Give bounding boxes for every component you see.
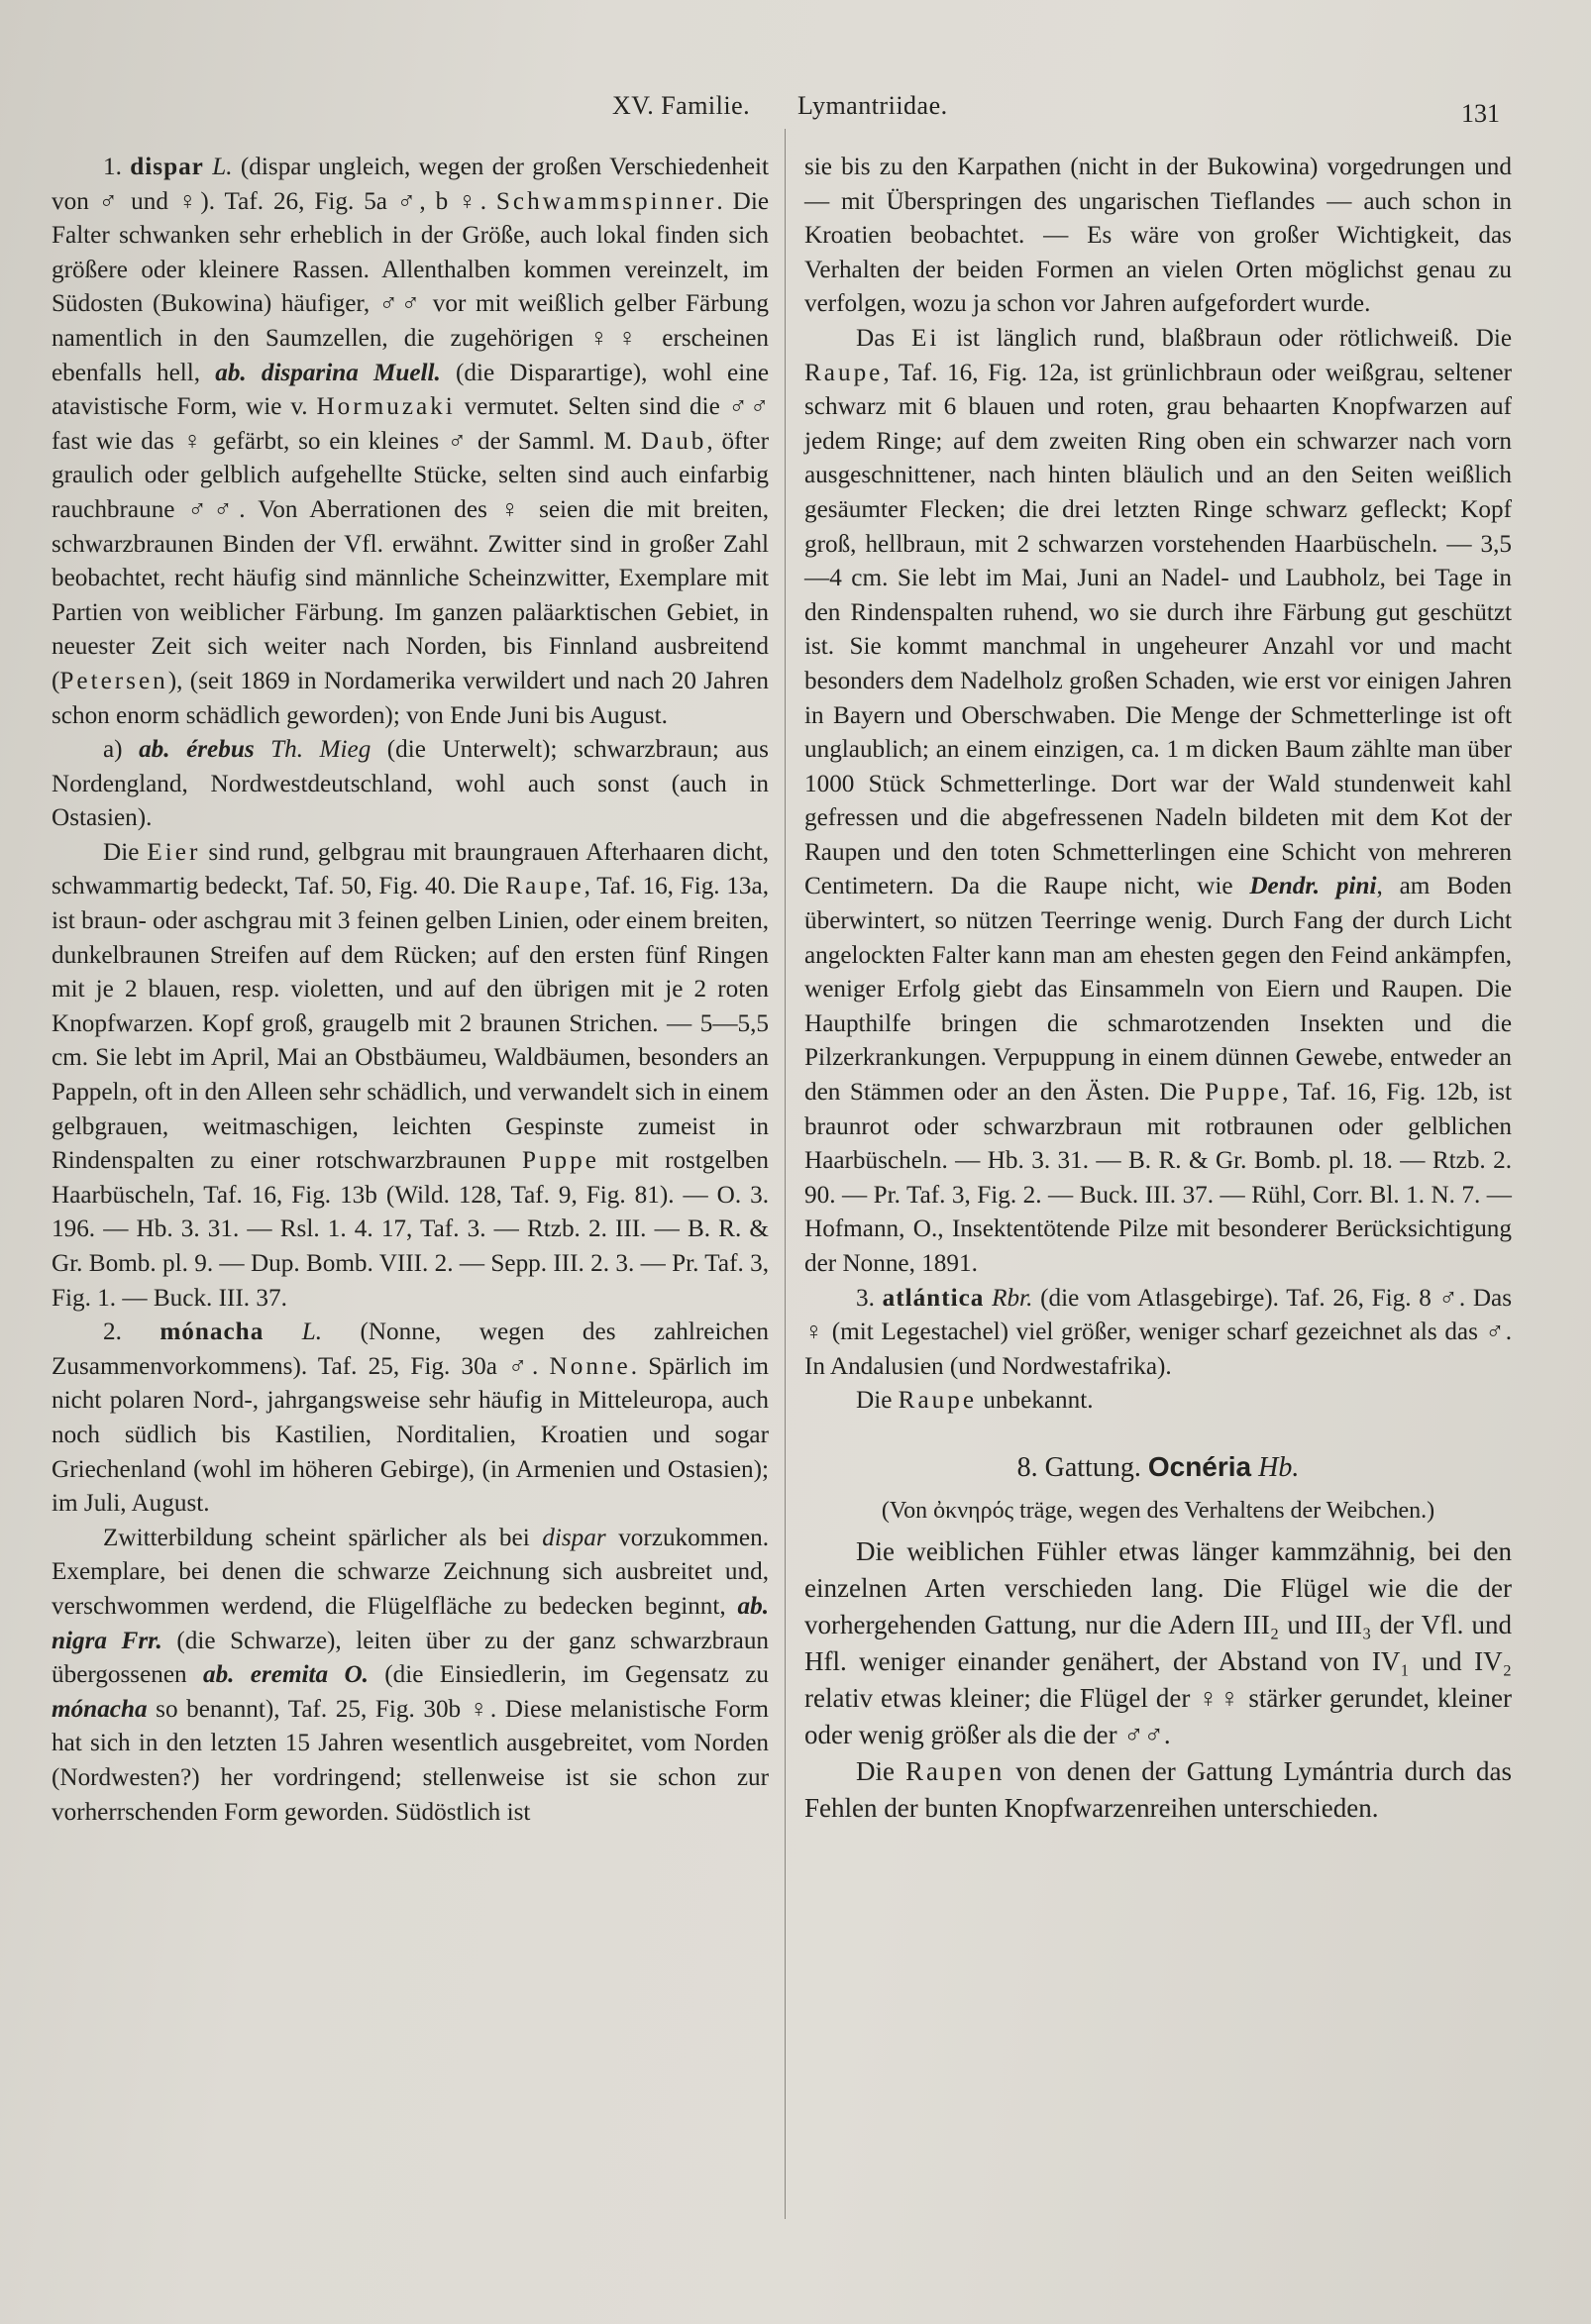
text-segment: , Taf. 16, Fig. 12a, ist grünlichbraun oder weißgrau, seltener schwarz mit 6 blauen und roten, grau behaarten Knopfwarzen auf jedem Ringe; auf dem zweiten Ring oben ein schwarzer nach vorn ausgeschnittener, nach hinten bläulich und an den Seiten weißlich gesäumter Flecken; die drei letzten Ringe schwarz gefleckt; Kopf groß, hellbraun, mit 2 schwarzen vorstehenden Haarbüscheln. — 3,5—4 cm. Sie lebt im Mai, Juni an Nadel- und Laubholz, bei Tage in den Rindenspalten ruhend, wo sie durch ihre Färbung gut geschützt ist. Sie kommt manchmal in ungeheurer Anzahl vor und macht besonders dem Nadelholz großen Schaden, wie erst vor einigen Jahren in Bayern und Oberschwaben. Die Menge der Schmetterlinge ist oft unglaublich; an einem einzigen, ca. 1 m dicken Baum zählte man über 1000 Stück Schmetterlinge. Dort war der Wald stundenweit kahl gefressen und die abgefressenen Nadeln bildeten mit dem Kot der Raupen und den toten Schmetterlingen eine Schicht von mehreren Centimetern. Da die Raupe nicht, wie: [804, 359, 1512, 900]
text-segment: sind rund, gelbgrau mit braungrauen Afterhaaren dicht, schwammartig bedeckt, Taf. 50, Fig. 40. Die: [52, 838, 770, 900]
text-segment: sie bis zu den Karpathen (nicht in der Bukowina) vorgedrungen und — mit Überspringen des ungarischen Tieflandes — auch schon in Kroatien beobachtet. — Es wäre von großer Wichtigkeit, das Verhalten der beiden Formen an vielen Orten möglichst genau zu verfolgen, wozu ja schon vor Jahren aufgefordert wurde.: [804, 154, 1512, 318]
text-segment: , Taf. 16, Fig. 13a, ist braun- oder aschgrau mit 3 feinen gelben Linien, oder einem breiten, dunkelbraunen Streifen auf dem Rücken; auf den ersten fünf Ringen mit je 2 blauen, resp. violetten, und auf den übrigen mit je 2 roten Knopfwarzen. Kopf groß, graugelb mit 2 braunen Strichen. — 5—5,5 cm. Sie lebt im April, Mai an Obstbäumeu, Waldbäumen, besonders an Pappeln, oft in den Alleen sehr schädlich, und verwandelt sich in einem gelbgrauen, weitmaschigen, leichten Gespinste zumeist in Rindenspalten zu einer rotschwarzbraunen: [52, 873, 769, 1175]
header-family-name: Lymantriidae.: [797, 91, 948, 120]
header-family: XV. Familie.: [612, 91, 751, 120]
paragraph: [804, 1282, 1512, 1385]
paragraph: [52, 836, 769, 1316]
text-segment: Petersen: [59, 667, 168, 694]
text-segment: ab. eremita O.: [202, 1661, 369, 1689]
genus-heading: [804, 1450, 1512, 1486]
text-segment: , Taf. 16, Fig. 12b, ist braunrot oder schwarzbraun mit rotbraunen oder gelblichen Haarbüscheln. — Hb. 3. 31. — B. R. & Gr. Bomb. pl. 18. — Rtzb. 2. 90. — Pr. Taf. 3, Fig. 2. — Buck. III. 37. — Rühl, Corr. Bl. 1. N. 7. — Hofmann, O., Insektentötende Pilze mit besonderer Berücksichtigung der Nonne, 1891.: [804, 1079, 1512, 1277]
text-segment: (die Schwarze), leiten über zu der ganz schwarzbraun übergossenen: [52, 1627, 770, 1689]
text-segment: ab. disparina Muell.: [215, 359, 441, 386]
text-segment: Die: [856, 1756, 905, 1787]
text-segment: von denen der Gattung Lymántria durch das Fehlen der bunten Knopfwarzenreihen unterschieden.: [804, 1756, 1512, 1824]
text-segment: Hormuzaki: [316, 393, 456, 421]
text-segment: Zwitterbildung scheint spärlicher als bei: [103, 1524, 543, 1551]
text-segment: Raupe: [505, 873, 584, 900]
text-segment: ), (seit 1869 in Nordamerika verwildert und nach 20 Jahren schon enorm schädlich geworden); von Ende Juni bis August.: [52, 667, 769, 729]
text-segment: vorzukommen. Exemplare, bei denen die schwarze Zeichnung sich ausbreitet und, verschwommen werdend, die Flügelfläche zu bedecken beginnt,: [52, 1524, 769, 1620]
right-column: [804, 151, 1512, 1827]
text-segment: Das: [856, 324, 911, 352]
column-divider: [785, 129, 786, 2219]
text-segment: [984, 1285, 992, 1312]
text-segment: atlántica: [882, 1284, 985, 1312]
genus-prefix: 8. Gattung.: [1016, 1451, 1141, 1483]
genus-etymology: (Von ὀκνηρός träge, wegen des Verhaltens der Weibchen.): [881, 1497, 1435, 1524]
paragraph: [52, 1316, 769, 1522]
left-column: [52, 151, 769, 1830]
text-segment: Nonne: [549, 1352, 631, 1380]
text-segment: (die Disparartige), wohl eine atavistische Form, wie v.: [52, 359, 770, 421]
text-segment: , am Boden überwintert, so nützen Teerringe wenig. Durch Fang der durch Licht angelockten Falter kann man am ehesten gegen den Feind ankämpfen, weniger Erfolg giebt das Einsammeln von Eiern und Raupen. Die Haupthilfe bringen die schmarotzenden Insekten und die Pilzerkrankungen. Verpuppung in einem dünnen Gewebe, entweder an den Stämmen oder an den Ästen. Die: [804, 873, 1512, 1107]
text-segment: Daub: [640, 427, 707, 455]
text-segment: vermutet. Selten sind die ♂♂ fast wie das ♀ gefärbt, so ein kleines ♂ der Samml. M.: [52, 393, 769, 455]
text-segment: Die: [103, 838, 148, 866]
text-segment: Ei: [910, 324, 940, 352]
genus-description: [804, 1533, 1512, 1827]
text-segment: mit rostgelben Haarbüscheln, Taf. 16, Fig. 13b (Wild. 128, Taf. 9, Fig. 81). — O. 3. 196. — Hb. 3. 31. — Rsl. 1. 4. 17, Taf. 3. — Rtzb. 2. III. — B. R. & Gr. Bomb. pl. 9. — Dup. Bomb. VIII. 2. — Sepp. III. 2. 3. — Pr. Taf. 3, Fig. 1. — Buck. III. 37.: [52, 1147, 769, 1312]
genus-name: Ocnéria: [1147, 1450, 1252, 1482]
text-segment: (die Einsiedlerin, im Gegensatz zu: [368, 1661, 769, 1689]
text-segment: dispar: [542, 1524, 606, 1551]
text-segment: Raupe: [804, 359, 884, 386]
genus-author: Hb.: [1258, 1451, 1300, 1483]
text-segment: [204, 154, 212, 180]
text-segment: Raupen: [904, 1756, 1006, 1787]
text-segment: (Nonne, wegen des zahlreichen Zusammenvorkommens). Taf. 25, Fig. 30a ♂.: [52, 1319, 769, 1380]
text-segment: a): [103, 736, 140, 764]
text-segment: [255, 736, 271, 763]
text-segment: Schwammspinner: [495, 187, 717, 215]
text-segment: Puppe: [521, 1147, 599, 1175]
running-header: [0, 91, 1591, 131]
text-segment: Die weiblichen Fühler etwas länger kammzähnig, bei den einzelnen Arten verschieden lang. Die Flügel wie die der vorhergehenden Gattung, nur die Adern III₂ und III₃ der Vfl. und Hfl. weniger einander genähert, der Abstand von IV₁ und IV₂ relativ etwas kleiner; die Flügel der ♀♀ stärker gerundet, kleiner oder wenig größer als die der ♂♂.: [804, 1536, 1512, 1750]
text-segment: Th. Mieg: [270, 736, 371, 764]
text-segment: . Die Falter schwanken sehr erheblich in der Größe, auch lokal finden sich größere oder kleinere Rassen. Allenthalben kommen vereinzelt, im Südosten (Bukowina) häufiger, ♂♂ vor mit weißlich gelber Färbung namentlich in den Saumzellen, die zugehörigen ♀♀ erscheinen ebenfalls hell,: [52, 187, 769, 386]
text-segment: [264, 1319, 301, 1345]
text-segment: Raupe: [898, 1387, 978, 1415]
text-segment: L.: [212, 154, 233, 180]
text-segment: (die Unterwelt); schwarzbraun; aus Nordengland, Nordwestdeutschland, wohl auch sonst (auch in Ostasien).: [52, 736, 769, 832]
paragraph: [52, 733, 769, 836]
paragraph: [804, 322, 1512, 1282]
text-segment: Dendr. pini: [1249, 873, 1377, 900]
text-segment: so benannt), Taf. 25, Fig. 30b ♀. Diese melanistische Form hat sich in den letzten 15 Jahren wesentlich ausgebreitet, vom Norden (Nordwesten?) her vordringend; stellenweise ist sie schon zur vorherrschenden Form geworden. Südöstlich ist: [52, 1695, 769, 1826]
text-segment: ist länglich rund, blaßbraun oder rötlichweiß. Die: [939, 324, 1512, 352]
text-segment: 1.: [103, 154, 131, 180]
text-segment: 3.: [856, 1284, 883, 1312]
paragraph: [52, 151, 769, 733]
text-segment: unbekannt.: [977, 1387, 1094, 1415]
paragraph: [804, 1753, 1512, 1827]
text-segment: Die: [856, 1387, 899, 1415]
paragraph: [52, 1522, 769, 1830]
paragraph: [804, 151, 1512, 322]
text-segment: ab. nigra Frr.: [52, 1592, 769, 1654]
text-segment: ab. érebus: [139, 736, 255, 764]
text-segment: Puppe: [1205, 1079, 1283, 1107]
text-segment: L.: [301, 1319, 323, 1346]
text-segment: , öfter graulich oder gelblich aufgehellte Stücke, selten sind auch einfarbig rauchbraune ♂♂. Von Aberrationen des ♀ seien die mit breiten, schwarzbraunen Binden der Vfl. erwähnt. Zwitter sind in großer Zahl beobachtet, recht häufig sind männliche Scheinzwitter, Exemplare mit Partien von weiblicher Färbung. Im ganzen paläarktischen Gebiet, in neuester Zeit sich weiter nach Norden, bis Finnland ausbreitend (: [52, 427, 769, 694]
text-segment: . Spärlich im nicht polaren Nord-, jahrgangsweise sehr häufig in Mitteleuropa, auch noch südlich bis Kastilien, Norditalien, Kroatien und sogar Griechenland (wohl im höheren Gebirge), (in Armenien und Ostasien); im Juli, August.: [52, 1352, 770, 1518]
text-segment: mónacha: [52, 1695, 148, 1723]
right-column-paragraphs: [804, 151, 1512, 1419]
text-segment: mónacha: [159, 1319, 265, 1346]
text-segment: Rbr.: [992, 1284, 1033, 1312]
text-segment: (dispar ungleich, wegen der großen Verschiedenheit von ♂ und ♀). Taf. 26, Fig. 5a ♂, b ♀.: [52, 154, 769, 215]
text-segment: Eier: [147, 838, 201, 866]
text-segment: (die vom Atlasgebirge). Taf. 26, Fig. 8 ♂. Das ♀ (mit Legestachel) viel größer, weniger scharf gezeichnet als das ♂. In Andalusien (und Nordwestafrika).: [804, 1284, 1513, 1380]
paragraph: [804, 1533, 1512, 1753]
text-segment: 2.: [103, 1319, 160, 1346]
page-number: 131: [1461, 99, 1500, 128]
paragraph: [804, 1384, 1512, 1419]
text-segment: dispar: [130, 154, 204, 180]
